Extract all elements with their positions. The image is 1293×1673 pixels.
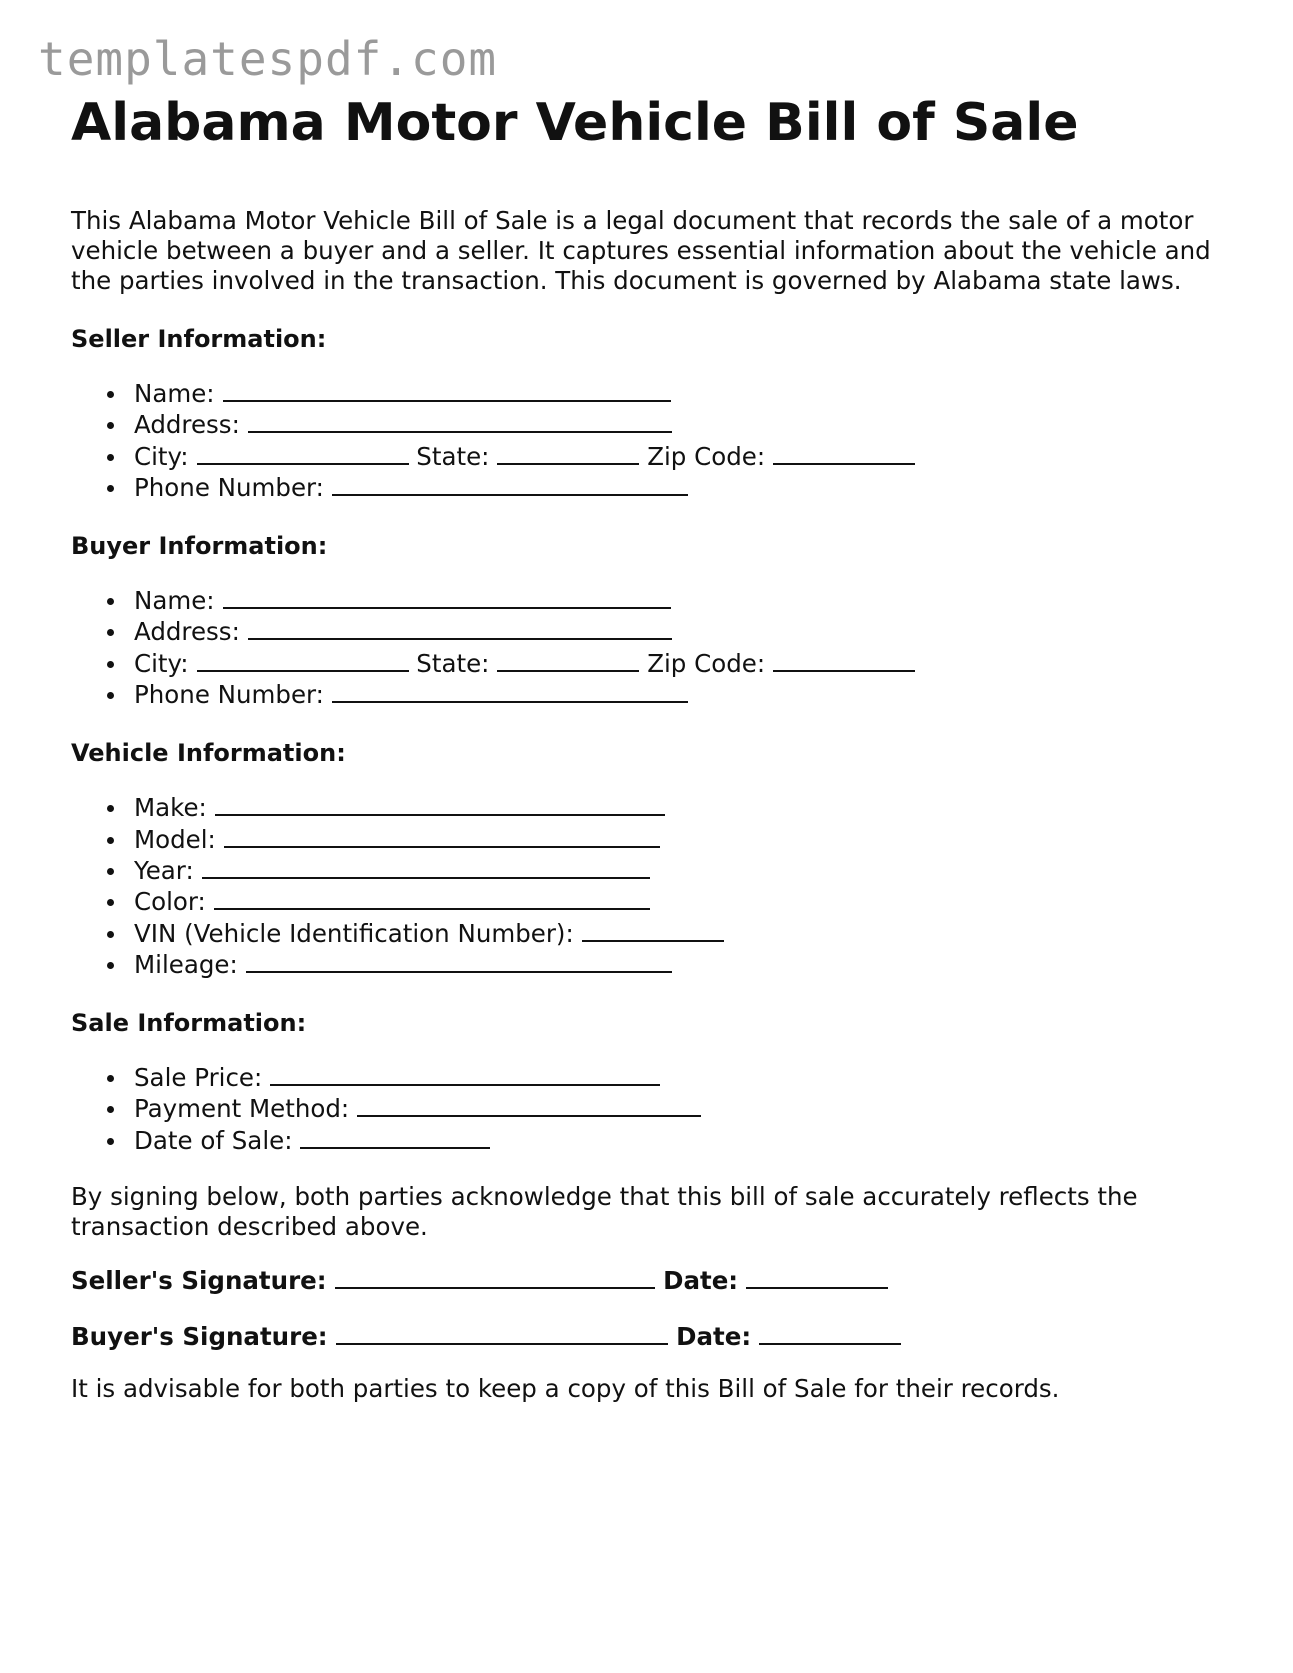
seller-date-field[interactable] <box>746 1265 888 1289</box>
buyer-phone-field[interactable] <box>332 679 688 703</box>
sale-field-list <box>71 1062 1251 1156</box>
payment-method-row <box>134 1093 1251 1124</box>
sale-section-heading: Sale Information: <box>71 1009 307 1038</box>
vehicle-color-label: Color: <box>134 887 206 917</box>
intro-paragraph: This Alabama Motor Vehicle Bill of Sale is a legal document that records the sale of a motor vehicle between a buyer and a seller. It captures essential information about the vehicle and the parties involved in the transaction. This document is governed by Alabama state laws. <box>71 206 1211 295</box>
watermark: templatespdf.com <box>38 32 498 86</box>
buyer-signature-row <box>71 1320 1251 1354</box>
buyer-state-field[interactable] <box>497 648 639 672</box>
buyer-city-row <box>134 648 1251 679</box>
buyer-city-field[interactable] <box>197 648 409 672</box>
vehicle-model-field[interactable] <box>224 824 660 848</box>
seller-zip-field[interactable] <box>773 441 915 465</box>
date-of-sale-row <box>134 1125 1251 1156</box>
vehicle-make-label: Make: <box>134 793 207 823</box>
vehicle-vin-field[interactable] <box>582 918 724 942</box>
sale-price-field[interactable] <box>270 1062 660 1086</box>
buyer-name-field[interactable] <box>223 585 671 609</box>
vehicle-make-field[interactable] <box>215 792 665 816</box>
sale-price-label: Sale Price: <box>134 1063 263 1093</box>
vehicle-color-row <box>134 886 1251 917</box>
seller-state-field[interactable] <box>497 441 639 465</box>
seller-field-list <box>71 378 1251 503</box>
buyer-signature-label: Buyer's Signature: <box>71 1322 328 1352</box>
acknowledgement-paragraph: By signing below, both parties acknowledge that this bill of sale accurately reflects the transaction described above. <box>71 1182 1138 1242</box>
buyer-date-field[interactable] <box>759 1321 901 1345</box>
sale-price-row <box>134 1062 1251 1093</box>
vehicle-year-field[interactable] <box>202 855 650 879</box>
date-of-sale-label: Date of Sale: <box>134 1125 293 1155</box>
vehicle-section-heading: Vehicle Information: <box>71 739 346 768</box>
seller-phone-field[interactable] <box>332 472 688 496</box>
buyer-city-label: City: <box>134 648 189 678</box>
seller-zip-label: Zip Code: <box>647 441 766 471</box>
seller-signature-label: Seller's Signature: <box>71 1266 327 1296</box>
buyer-signature-field[interactable] <box>336 1321 668 1345</box>
vehicle-vin-row <box>134 918 1251 949</box>
vehicle-vin-label: VIN (Vehicle Identification Number): <box>134 918 574 948</box>
vehicle-mileage-field[interactable] <box>246 949 672 973</box>
seller-name-row <box>134 378 1251 409</box>
vehicle-make-row <box>134 792 1251 823</box>
vehicle-mileage-label: Mileage: <box>134 949 238 979</box>
buyer-field-list <box>71 585 1251 710</box>
seller-name-field[interactable] <box>223 378 671 402</box>
seller-state-label: State: <box>416 441 490 471</box>
seller-phone-label: Phone Number: <box>134 472 324 502</box>
seller-city-field[interactable] <box>197 441 409 465</box>
buyer-section-heading: Buyer Information: <box>71 532 328 561</box>
vehicle-model-row <box>134 824 1251 855</box>
seller-city-row <box>134 441 1251 472</box>
seller-address-label: Address: <box>134 410 240 440</box>
seller-city-label: City: <box>134 441 189 471</box>
vehicle-model-label: Model: <box>134 824 216 854</box>
date-of-sale-field[interactable] <box>300 1125 490 1149</box>
buyer-name-label: Name: <box>134 586 215 616</box>
buyer-phone-row <box>134 679 1251 710</box>
seller-date-label: Date: <box>663 1266 739 1296</box>
buyer-zip-field[interactable] <box>773 648 915 672</box>
vehicle-year-row <box>134 855 1251 886</box>
vehicle-field-list <box>71 792 1251 980</box>
seller-signature-field[interactable] <box>335 1265 655 1289</box>
seller-section-heading: Seller Information: <box>71 325 327 353</box>
vehicle-color-field[interactable] <box>214 886 650 910</box>
page-title: Alabama Motor Vehicle Bill of Sale <box>71 93 1079 153</box>
buyer-date-label: Date: <box>676 1322 752 1352</box>
buyer-address-label: Address: <box>134 617 240 647</box>
buyer-address-field[interactable] <box>248 616 672 640</box>
buyer-zip-label: Zip Code: <box>647 648 766 678</box>
buyer-phone-label: Phone Number: <box>134 680 324 710</box>
closing-note: It is advisable for both parties to keep a copy of this Bill of Sale for their records. <box>71 1374 1060 1404</box>
seller-address-row <box>134 409 1251 440</box>
vehicle-year-label: Year: <box>134 855 194 885</box>
seller-address-field[interactable] <box>248 409 672 433</box>
buyer-state-label: State: <box>416 648 490 678</box>
buyer-address-row <box>134 616 1251 647</box>
seller-signature-row <box>71 1264 1251 1298</box>
vehicle-mileage-row <box>134 949 1251 980</box>
payment-method-label: Payment Method: <box>134 1094 350 1124</box>
payment-method-field[interactable] <box>357 1093 701 1117</box>
document-body <box>71 90 1251 1404</box>
seller-phone-row <box>134 472 1251 503</box>
buyer-name-row <box>134 585 1251 616</box>
seller-name-label: Name: <box>134 379 215 408</box>
